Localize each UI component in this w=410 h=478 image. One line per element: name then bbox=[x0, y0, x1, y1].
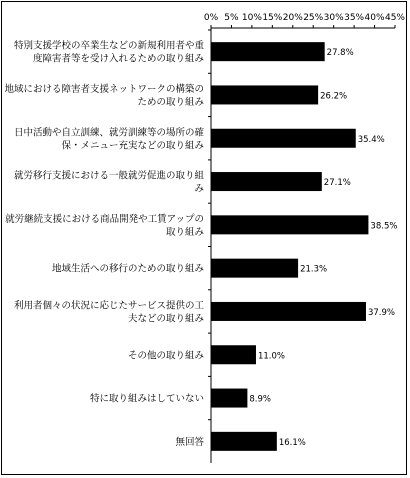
bar bbox=[211, 432, 277, 451]
category-label: 保・メニュー充実などの取り組み bbox=[61, 140, 204, 152]
category-label: その他の取り組み bbox=[127, 350, 204, 362]
category-label: 度障害者等を受け入れるための取り組み bbox=[32, 53, 204, 65]
category-label: 地域生活への移行のための取り組み bbox=[51, 263, 204, 275]
x-tick-label: 15% bbox=[262, 13, 283, 23]
bar bbox=[211, 129, 356, 148]
x-tick-label: 20% bbox=[282, 13, 303, 23]
x-tick-label: 30% bbox=[323, 13, 344, 23]
bar bbox=[211, 215, 368, 234]
x-tick-label: 10% bbox=[241, 13, 262, 23]
bar bbox=[211, 259, 298, 278]
data-label: 21.3% bbox=[300, 264, 328, 275]
x-tick-label: 45% bbox=[384, 13, 406, 23]
data-label: 27.8% bbox=[326, 48, 354, 59]
category-label: 就労移行支援における一般就労促進の取り組 bbox=[13, 170, 204, 182]
data-label: 38.5% bbox=[370, 221, 398, 232]
category-label: み bbox=[194, 183, 204, 195]
bar bbox=[211, 85, 318, 104]
category-label: 無回答 bbox=[175, 436, 204, 448]
category-label: 夫などの取り組み bbox=[127, 313, 204, 325]
x-tick-label: 5% bbox=[224, 13, 239, 23]
category-label: ための取り組み bbox=[137, 96, 204, 108]
bar bbox=[211, 302, 366, 321]
bar bbox=[211, 345, 256, 364]
category-label: 就労継続支援における商品開発や工賃アップの bbox=[5, 213, 204, 225]
data-label: 35.4% bbox=[357, 134, 385, 145]
bar bbox=[211, 172, 322, 191]
category-label: 取り組み bbox=[165, 226, 204, 238]
data-label: 16.1% bbox=[278, 437, 306, 448]
category-label: 特に取り組みはしていない bbox=[89, 393, 204, 405]
x-tick-label: 35% bbox=[344, 13, 365, 23]
category-label: 利用者個々の状況に応じたサービス提供の工 bbox=[13, 300, 204, 312]
x-tick-label: 40% bbox=[364, 13, 385, 23]
category-label: 日中活動や自立訓練、就労訓練等の場所の確 bbox=[13, 127, 204, 139]
data-label: 8.9% bbox=[249, 394, 272, 405]
data-label: 37.9% bbox=[367, 307, 395, 318]
x-tick-label: 25% bbox=[303, 13, 324, 23]
category-label: 地域における障害者支援ネットワークの構築の bbox=[4, 83, 204, 95]
data-label: 11.0% bbox=[257, 351, 285, 362]
bar bbox=[211, 42, 325, 61]
bar bbox=[211, 389, 247, 408]
data-label: 27.1% bbox=[323, 178, 351, 189]
x-tick-label: 0% bbox=[203, 13, 219, 23]
category-label: 特別支援学校の卒業生などの新規利用者や重 bbox=[13, 40, 204, 52]
data-label: 26.2% bbox=[320, 91, 348, 102]
